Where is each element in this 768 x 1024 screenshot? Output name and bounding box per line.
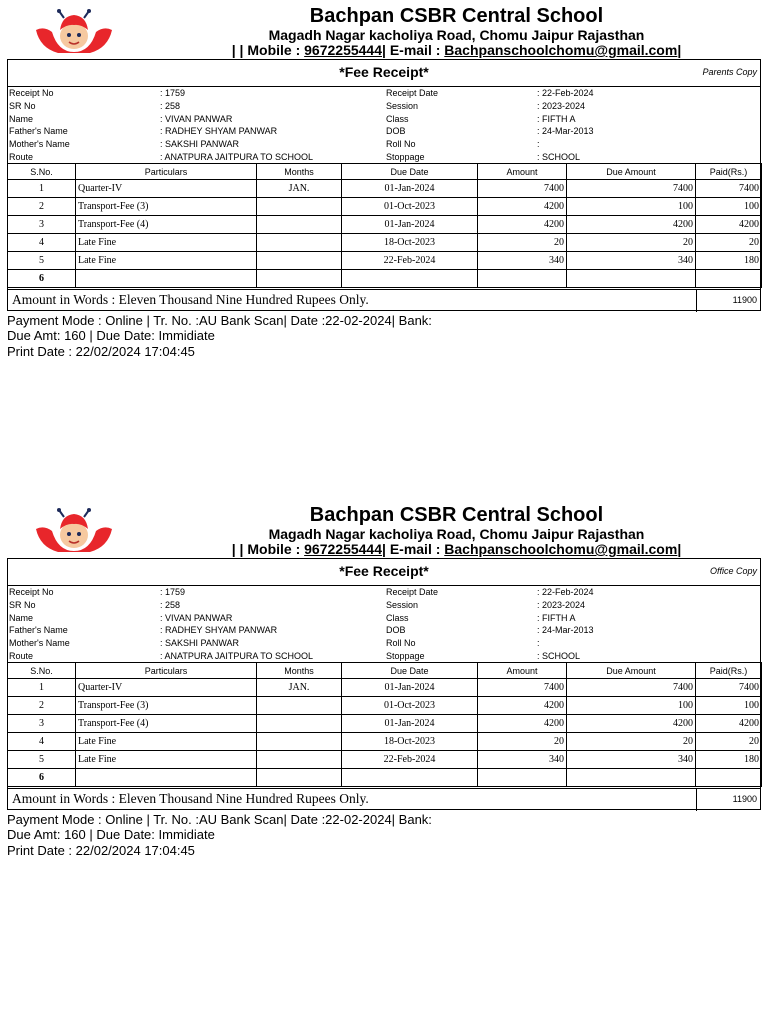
roll-no-value: : — [537, 638, 540, 649]
father-label: Father's Name — [9, 126, 68, 137]
name-label: Name — [9, 612, 34, 623]
stoppage-value: : SCHOOL — [537, 651, 581, 661]
cell-due-date: 01-Oct-2023 — [342, 198, 478, 216]
header-particulars: Particulars — [76, 663, 257, 679]
name-value: : VIVAN PANWAR — [160, 612, 233, 623]
sr-no-label: SR No — [9, 100, 36, 111]
cell-amount: 7400 — [478, 180, 567, 198]
cell-sno: 4 — [8, 234, 76, 252]
stoppage-label: Stoppage — [386, 152, 425, 162]
cell-amount: 340 — [478, 751, 567, 769]
cell-sno: 5 — [8, 751, 76, 769]
father-value: : RADHEY SHYAM PANWAR — [160, 625, 278, 636]
header-amount: Amount — [478, 663, 567, 679]
cell-particulars: Transport-Fee (4) — [76, 216, 257, 234]
contact-suffix: | — [677, 42, 682, 58]
dob-value: : 24-Mar-2013 — [537, 126, 594, 137]
cell-due-date: 01-Jan-2024 — [342, 216, 478, 234]
route-value: : ANATPURA JAITPURA TO SCHOOL — [160, 651, 314, 661]
school-name: Bachpan CSBR Central School — [309, 504, 604, 526]
cell-particulars: Quarter-IV — [76, 679, 257, 697]
table-row — [8, 733, 762, 751]
roll-no-label: Roll No — [386, 139, 416, 150]
cell-particulars — [76, 769, 257, 787]
table-row — [8, 751, 762, 769]
cell-due-amount: 7400 — [567, 180, 696, 198]
header-due-date: Due Date — [342, 663, 478, 679]
payment-mode: Payment Mode : Online | Tr. No. :AU Bank Scan| Date :22-02-2024| Bank: — [7, 313, 432, 328]
table-row — [8, 270, 762, 288]
receipt-no-label: Receipt No — [9, 88, 54, 98]
father-label: Father's Name — [9, 625, 68, 636]
cell-months — [257, 270, 342, 288]
cell-due-amount — [567, 270, 696, 288]
stoppage-value: : SCHOOL — [537, 152, 581, 162]
header-amount: Amount — [478, 164, 567, 180]
cell-sno: 4 — [8, 733, 76, 751]
cell-sno: 2 — [8, 697, 76, 715]
contact-suffix: | — [677, 541, 682, 557]
cell-sno: 1 — [8, 180, 76, 198]
header-due-amount: Due Amount — [567, 663, 696, 679]
due-amount-note: Due Amt: 160 | Due Date: Immidiate — [7, 328, 215, 343]
cell-paid: 100 — [696, 198, 762, 216]
header-due-amount: Due Amount — [567, 164, 696, 180]
cell-amount — [478, 769, 567, 787]
header-months: Months — [257, 164, 342, 180]
amount-in-words-row — [8, 289, 760, 312]
cell-due-date: 22-Feb-2024 — [342, 252, 478, 270]
cell-due-date: 22-Feb-2024 — [342, 751, 478, 769]
class-label: Class — [386, 113, 409, 124]
cell-paid: 180 — [696, 751, 762, 769]
cell-due-date: 01-Jan-2024 — [342, 679, 478, 697]
table-header-row — [8, 663, 762, 679]
cell-months: JAN. — [257, 180, 342, 198]
cell-amount: 340 — [478, 252, 567, 270]
table-row — [8, 252, 762, 270]
cell-due-amount: 100 — [567, 198, 696, 216]
cell-sno: 3 — [8, 216, 76, 234]
cell-particulars: Transport-Fee (3) — [76, 198, 257, 216]
roll-no-value: : — [537, 139, 540, 150]
class-value: : FIFTH A — [537, 612, 576, 623]
cell-sno: 3 — [8, 715, 76, 733]
amount-in-words: Amount in Words : Eleven Thousand Nine Hundred Rupees Only. — [12, 292, 369, 307]
name-value: : VIVAN PANWAR — [160, 113, 233, 124]
receipt-title: *Fee Receipt* — [339, 64, 429, 80]
receipt-no-value: : 1759 — [160, 587, 186, 597]
cell-particulars: Late Fine — [76, 252, 257, 270]
dob-label: DOB — [386, 625, 406, 636]
email-address: Bachpanschoolchomu@gmail.com — [444, 42, 678, 58]
table-row — [8, 234, 762, 252]
cell-amount — [478, 270, 567, 288]
cell-due-amount — [567, 769, 696, 787]
contact-prefix: | | Mobile : — [231, 42, 305, 58]
print-date: Print Date : 22/02/2024 17:04:45 — [7, 843, 195, 858]
cell-due-date — [342, 769, 478, 787]
cell-particulars: Transport-Fee (3) — [76, 697, 257, 715]
cell-due-amount: 4200 — [567, 216, 696, 234]
school-mascot-logo-icon — [34, 8, 114, 54]
cell-amount: 4200 — [478, 715, 567, 733]
mobile-number: 9672255444 — [304, 42, 383, 58]
fee-table — [7, 662, 762, 787]
mother-label: Mother's Name — [9, 638, 70, 649]
table-row — [8, 679, 762, 697]
print-date: Print Date : 22/02/2024 17:04:45 — [7, 344, 195, 359]
dob-value: : 24-Mar-2013 — [537, 625, 594, 636]
cell-amount: 4200 — [478, 216, 567, 234]
route-label: Route — [9, 152, 34, 162]
email-prefix: | E-mail : — [382, 541, 445, 557]
cell-months — [257, 769, 342, 787]
student-info — [8, 87, 760, 164]
cell-amount: 20 — [478, 733, 567, 751]
table-row — [8, 198, 762, 216]
cell-paid: 100 — [696, 697, 762, 715]
table-header-row — [8, 164, 762, 180]
header-paid: Paid(Rs.) — [696, 663, 762, 679]
amount-in-words-row — [8, 788, 760, 811]
cell-months — [257, 733, 342, 751]
name-label: Name — [9, 113, 34, 124]
receipt-date-label: Receipt Date — [386, 88, 439, 98]
school-contact — [160, 541, 753, 557]
cell-months — [257, 751, 342, 769]
header-sno: S.No. — [8, 663, 76, 679]
cell-due-amount: 20 — [567, 234, 696, 252]
sr-no-value: : 258 — [160, 100, 181, 111]
cell-amount: 7400 — [478, 679, 567, 697]
receipt-date-value: : 22-Feb-2024 — [537, 88, 594, 98]
class-value: : FIFTH A — [537, 113, 576, 124]
session-value: : 2023-2024 — [537, 100, 586, 111]
table-row — [8, 180, 762, 198]
cell-months — [257, 697, 342, 715]
fee-table — [7, 163, 762, 288]
header-due-date: Due Date — [342, 164, 478, 180]
school-address: Magadh Nagar kacholiya Road, Chomu Jaipur Rajasthan — [268, 27, 645, 43]
stoppage-label: Stoppage — [386, 651, 425, 661]
table-row — [8, 715, 762, 733]
cell-paid: 180 — [696, 252, 762, 270]
cell-due-date: 18-Oct-2023 — [342, 733, 478, 751]
cell-amount: 4200 — [478, 198, 567, 216]
father-value: : RADHEY SHYAM PANWAR — [160, 126, 278, 137]
cell-due-date: 18-Oct-2023 — [342, 234, 478, 252]
cell-due-date — [342, 270, 478, 288]
due-amount-note: Due Amt: 160 | Due Date: Immidiate — [7, 827, 215, 842]
header-particulars: Particulars — [76, 164, 257, 180]
email-address: Bachpanschoolchomu@gmail.com — [444, 541, 678, 557]
school-name: Bachpan CSBR Central School — [309, 5, 604, 27]
header-paid: Paid(Rs.) — [696, 164, 762, 180]
cell-due-amount: 7400 — [567, 679, 696, 697]
cell-amount: 20 — [478, 234, 567, 252]
cell-paid: 20 — [696, 733, 762, 751]
header-months: Months — [257, 663, 342, 679]
cell-due-date: 01-Jan-2024 — [342, 715, 478, 733]
cell-paid: 20 — [696, 234, 762, 252]
total-paid: 11900 — [732, 295, 757, 305]
cell-paid: 7400 — [696, 679, 762, 697]
cell-sno: 2 — [8, 198, 76, 216]
student-info — [8, 586, 760, 663]
table-row — [8, 216, 762, 234]
cell-due-amount: 340 — [567, 751, 696, 769]
fee-receipt — [0, 0, 768, 360]
cell-paid: 7400 — [696, 180, 762, 198]
cell-months — [257, 234, 342, 252]
receipt-box — [7, 558, 761, 810]
receipt-no-value: : 1759 — [160, 88, 186, 98]
cell-months — [257, 198, 342, 216]
cell-sno: 6 — [8, 769, 76, 787]
sr-no-label: SR No — [9, 599, 36, 610]
route-label: Route — [9, 651, 34, 661]
table-row — [8, 697, 762, 715]
cell-paid: 4200 — [696, 216, 762, 234]
cell-due-amount: 340 — [567, 252, 696, 270]
cell-particulars: Late Fine — [76, 751, 257, 769]
receipt-date-label: Receipt Date — [386, 587, 439, 597]
table-row — [8, 769, 762, 787]
receipt-no-label: Receipt No — [9, 587, 54, 597]
cell-months: JAN. — [257, 679, 342, 697]
cell-due-amount: 100 — [567, 697, 696, 715]
mobile-number: 9672255444 — [304, 541, 383, 557]
cell-due-amount: 20 — [567, 733, 696, 751]
fee-receipt — [0, 499, 768, 859]
header-sno: S.No. — [8, 164, 76, 180]
receipt-box — [7, 59, 761, 311]
cell-months — [257, 216, 342, 234]
cell-paid: 4200 — [696, 715, 762, 733]
cell-amount: 4200 — [478, 697, 567, 715]
cell-particulars — [76, 270, 257, 288]
session-value: : 2023-2024 — [537, 599, 586, 610]
total-paid: 11900 — [732, 794, 757, 804]
cell-paid — [696, 769, 762, 787]
cell-due-amount: 4200 — [567, 715, 696, 733]
mother-label: Mother's Name — [9, 139, 70, 150]
receipt-title: *Fee Receipt* — [339, 563, 429, 579]
roll-no-label: Roll No — [386, 638, 416, 649]
sr-no-value: : 258 — [160, 599, 181, 610]
class-label: Class — [386, 612, 409, 623]
cell-sno: 5 — [8, 252, 76, 270]
mother-value: : SAKSHI PANWAR — [160, 638, 240, 649]
copy-label: Office Copy — [709, 566, 757, 576]
cell-months — [257, 715, 342, 733]
mother-value: : SAKSHI PANWAR — [160, 139, 240, 150]
cell-particulars: Late Fine — [76, 733, 257, 751]
receipt-date-value: : 22-Feb-2024 — [537, 587, 594, 597]
route-value: : ANATPURA JAITPURA TO SCHOOL — [160, 152, 314, 162]
cell-particulars: Late Fine — [76, 234, 257, 252]
cell-sno: 6 — [8, 270, 76, 288]
session-label: Session — [386, 599, 419, 610]
school-contact — [160, 42, 753, 58]
cell-particulars: Quarter-IV — [76, 180, 257, 198]
email-prefix: | E-mail : — [382, 42, 445, 58]
cell-months — [257, 252, 342, 270]
school-mascot-logo-icon — [34, 507, 114, 553]
cell-sno: 1 — [8, 679, 76, 697]
session-label: Session — [386, 100, 419, 111]
cell-particulars: Transport-Fee (4) — [76, 715, 257, 733]
cell-paid — [696, 270, 762, 288]
contact-prefix: | | Mobile : — [231, 541, 305, 557]
cell-due-date: 01-Oct-2023 — [342, 697, 478, 715]
cell-due-date: 01-Jan-2024 — [342, 180, 478, 198]
payment-mode: Payment Mode : Online | Tr. No. :AU Bank Scan| Date :22-02-2024| Bank: — [7, 812, 432, 827]
school-address: Magadh Nagar kacholiya Road, Chomu Jaipur Rajasthan — [268, 526, 645, 542]
copy-label: Parents Copy — [702, 67, 757, 77]
amount-in-words: Amount in Words : Eleven Thousand Nine Hundred Rupees Only. — [12, 791, 369, 806]
dob-label: DOB — [386, 126, 406, 137]
